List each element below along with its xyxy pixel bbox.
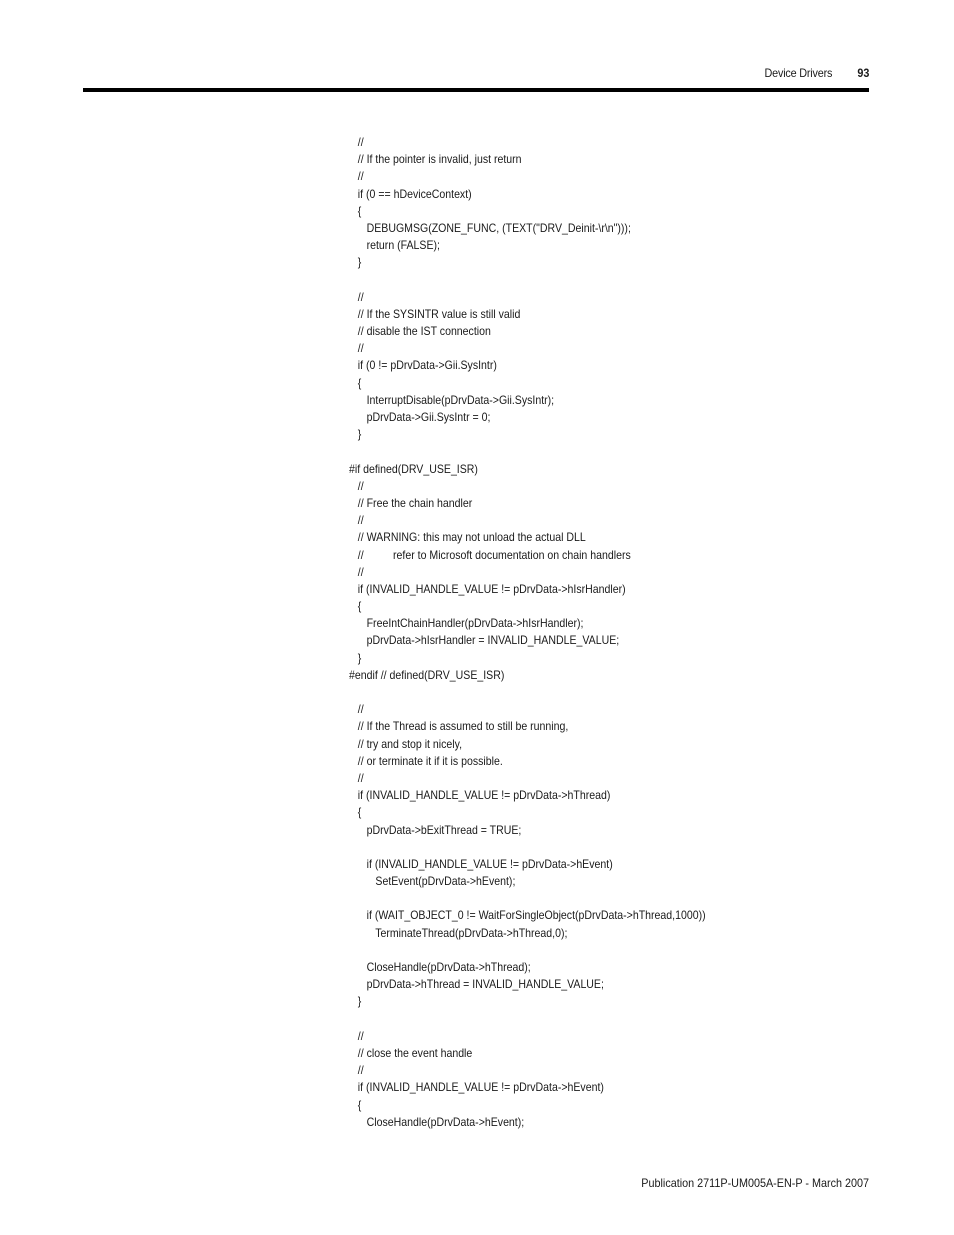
code-line <box>349 839 763 856</box>
code-line: { <box>349 599 362 614</box>
code-line: // Free the chain handler <box>349 495 473 510</box>
code-line: // <box>349 702 364 717</box>
code-line <box>349 1011 763 1028</box>
code-line: // <box>349 289 364 304</box>
code-line: // WARNING: this may not unload the actual DLL <box>349 530 586 545</box>
code-line: if (INVALID_HANDLE_VALUE != pDrvData->hEvent) <box>349 856 613 871</box>
code-line: CloseHandle(pDrvData->hThread); <box>349 960 531 974</box>
page-number: 93 <box>856 66 869 80</box>
code-line <box>349 443 763 460</box>
code-listing <box>349 134 819 1131</box>
code-line: #if defined(DRV_USE_ISR) <box>349 461 478 476</box>
code-line: // close the event handle <box>349 1045 473 1060</box>
code-line: if (WAIT_OBJECT_0 != WaitForSingleObject(pDrvData->hThread,1000)) <box>349 908 706 923</box>
code-line: return (FALSE); <box>349 238 440 253</box>
code-line: if (INVALID_HANDLE_VALUE != pDrvData->hEvent) <box>349 1080 604 1095</box>
code-line: // <box>349 564 364 579</box>
code-line: if (INVALID_HANDLE_VALUE != pDrvData->hThread) <box>349 788 611 803</box>
code-line: // If the pointer is invalid, just return <box>349 152 522 167</box>
code-line: // <box>349 513 364 528</box>
code-line <box>349 942 763 959</box>
code-line: // or terminate it if it is possible. <box>349 753 503 768</box>
header-rule <box>83 88 869 92</box>
code-line: } <box>349 255 362 270</box>
code-line: // If the SYSINTR value is still valid <box>349 306 521 321</box>
code-line: if (0 != pDrvData->Gii.SysIntr) <box>349 358 497 373</box>
code-line: DEBUGMSG(ZONE_FUNC, (TEXT("DRV_Deinit-\r\n"))); <box>349 220 631 235</box>
code-line: if (INVALID_HANDLE_VALUE != pDrvData->hIsrHandler) <box>349 581 626 596</box>
code-line <box>349 890 763 907</box>
code-line: // refer to Microsoft documentation on chain handlers <box>349 547 631 562</box>
code-line: // <box>349 770 364 785</box>
code-line: SetEvent(pDrvData->hEvent); <box>349 874 516 889</box>
code-line: } <box>349 994 362 1009</box>
code-line: { <box>349 375 362 390</box>
code-line: // <box>349 169 364 184</box>
code-line: pDrvData->bExitThread = TRUE; <box>349 822 522 837</box>
code-line: // <box>349 478 364 493</box>
code-line: if (0 == hDeviceContext) <box>349 186 472 201</box>
code-line: // <box>349 341 364 356</box>
code-line: FreeIntChainHandler(pDrvData->hIsrHandler); <box>349 616 584 631</box>
code-line: { <box>349 805 362 820</box>
code-line <box>349 272 763 289</box>
code-line: { <box>349 1097 362 1112</box>
code-line: } <box>349 650 362 665</box>
code-line: // disable the IST connection <box>349 324 491 339</box>
publication-footer: Publication 2711P-UM005A-EN-P - March 2007 <box>641 1176 869 1190</box>
code-line: #endif // defined(DRV_USE_ISR) <box>349 667 505 682</box>
code-line: // try and stop it nicely, <box>349 736 463 751</box>
code-line: // If the Thread is assumed to still be running, <box>349 719 569 734</box>
code-line: pDrvData->Gii.SysIntr = 0; <box>349 410 491 424</box>
code-line: CloseHandle(pDrvData->hEvent); <box>349 1114 525 1129</box>
code-line: pDrvData->hIsrHandler = INVALID_HANDLE_VALUE; <box>349 633 620 648</box>
code-line <box>349 684 763 701</box>
code-line: } <box>349 427 362 442</box>
code-line: pDrvData->hThread = INVALID_HANDLE_VALUE; <box>349 977 604 992</box>
code-line: { <box>349 203 362 218</box>
code-line: // <box>349 1028 364 1043</box>
running-header-title: Device Drivers <box>764 66 832 80</box>
code-line: InterruptDisable(pDrvData->Gii.SysIntr); <box>349 392 555 407</box>
code-line: // <box>349 1063 364 1078</box>
code-line: TerminateThread(pDrvData->hThread,0); <box>349 925 568 940</box>
code-line: // <box>349 135 364 149</box>
